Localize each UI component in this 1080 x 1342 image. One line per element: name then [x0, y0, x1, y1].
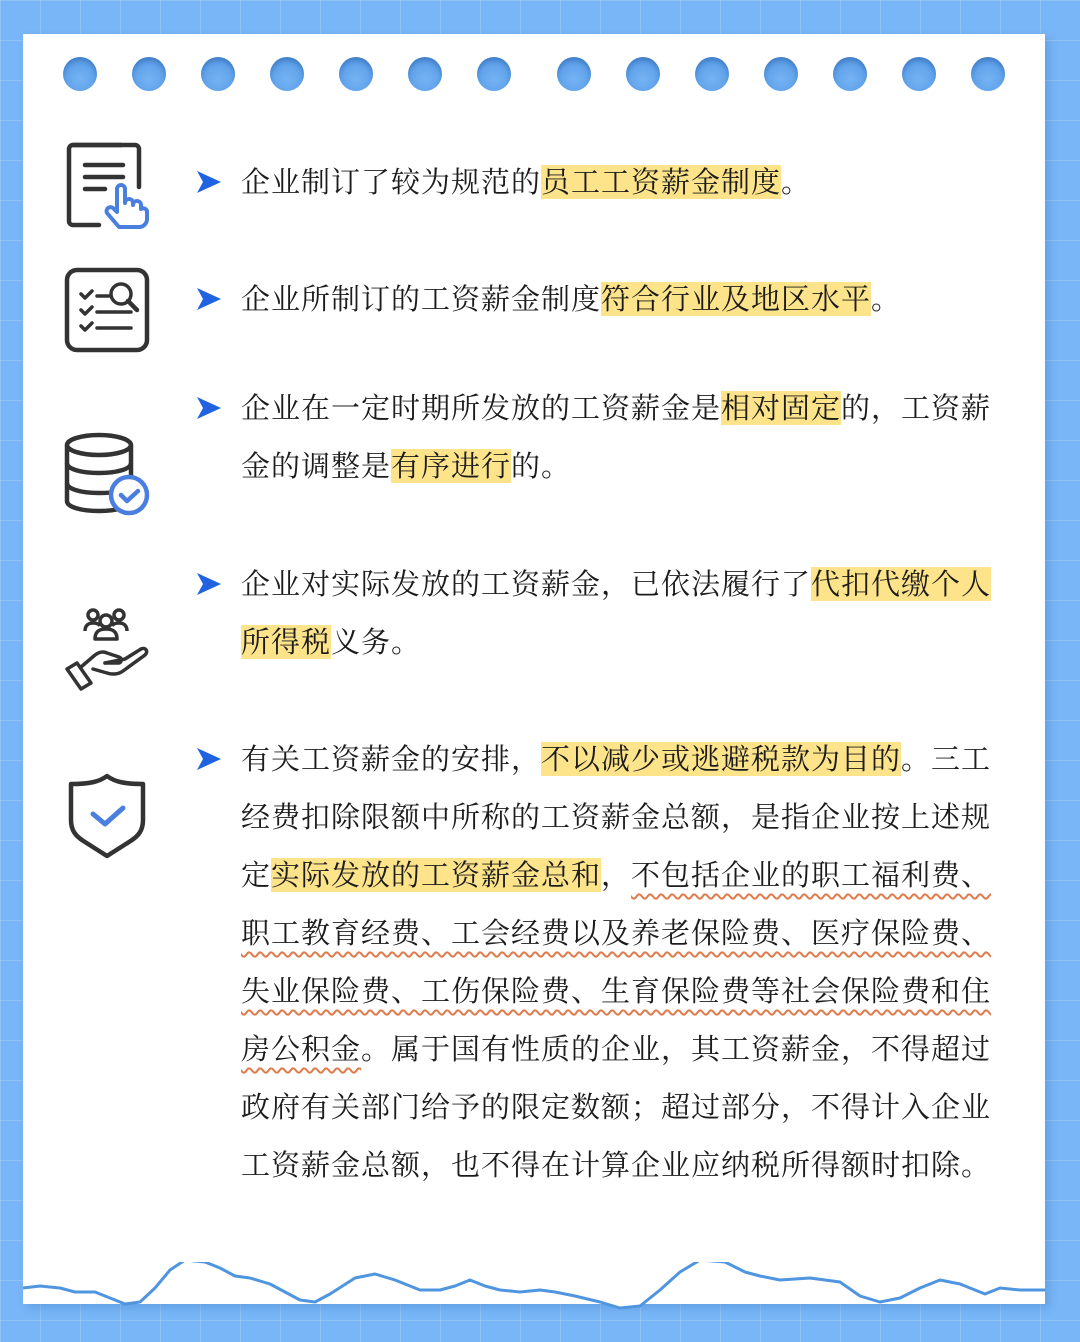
arrow-bullet-icon: [197, 397, 221, 419]
binder-hole: [902, 57, 936, 91]
item-text: [241, 730, 1016, 1194]
binder-hole: [477, 57, 511, 91]
highlighted-text: 不以减少或逃避税款为目的: [541, 742, 902, 776]
binder-hole: [339, 57, 373, 91]
text-segment: ，: [601, 858, 632, 892]
text-segment: 。: [781, 165, 812, 199]
binder-hole: [971, 57, 1005, 91]
arrow-bullet-icon: [197, 573, 221, 595]
highlighted-text: 有序进行: [391, 449, 512, 483]
binder-hole: [270, 57, 304, 91]
text-segment: 。三工经费扣除限额中所称的工资薪金总额，是指企业按上述规定: [241, 742, 992, 892]
binder-hole: [626, 57, 660, 91]
text-segment: 的。: [511, 449, 572, 483]
binder-hole: [557, 57, 591, 91]
binder-hole: [201, 57, 235, 91]
item-text: [241, 153, 1016, 211]
document-hand-icon: [61, 139, 153, 231]
binder-holes: [63, 57, 1013, 91]
text-segment: 企业对实际发放的工资薪金，已依法履行了: [241, 567, 812, 601]
binder-hole: [63, 57, 97, 91]
text-segment: 企业在一定时期所发放的工资薪金是: [241, 391, 722, 425]
text-segment: 有关工资薪金的安排，: [241, 742, 542, 776]
highlighted-text: 代扣代缴个人所得税: [241, 567, 992, 659]
binder-hole: [764, 57, 798, 91]
paper-sheet: [23, 34, 1045, 1304]
item-text: [241, 555, 1016, 671]
arrow-bullet-icon: [197, 171, 221, 193]
checklist-search-icon: [61, 264, 153, 356]
item-text: [241, 379, 1016, 495]
binder-hole: [408, 57, 442, 91]
text-segment: 企业所制订的工资薪金制度: [241, 282, 602, 316]
binder-hole: [132, 57, 166, 91]
torn-paper-edge: [0, 1262, 1080, 1342]
arrow-bullet-icon: [197, 748, 221, 770]
item-text: [241, 270, 1016, 328]
wavy-underlined-text: 不包括企业的职工福利费、职工教育经费、工会经费以及养老保险费、医疗保险费、失业保险费、工伤保险费、生育保险费等社会保险费和住房公积金: [241, 858, 992, 1066]
binder-hole: [833, 57, 867, 91]
highlighted-text: 符合行业及地区水平: [601, 282, 872, 316]
text-segment: 。: [871, 282, 902, 316]
text-segment: 义务。: [331, 625, 422, 659]
text-segment: 。属于国有性质的企业，其工资薪金，不得超过政府有关部门给予的限定数额；超过部分，不得计入企业工资薪金总额，也不得在计算企业应纳税所得额时扣除。: [241, 1032, 992, 1182]
text-segment: 的，工资薪金的调整是: [241, 391, 992, 483]
text-segment: 企业制订了较为规范的: [241, 165, 542, 199]
shield-check-icon: [61, 770, 153, 862]
hand-people-icon: [61, 605, 153, 697]
binder-hole: [695, 57, 729, 91]
highlighted-text: 实际发放的工资薪金总和: [271, 858, 602, 892]
highlighted-text: 相对固定: [721, 391, 842, 425]
database-check-icon: [61, 429, 153, 521]
highlighted-text: 员工工资薪金制度: [541, 165, 782, 199]
arrow-bullet-icon: [197, 288, 221, 310]
